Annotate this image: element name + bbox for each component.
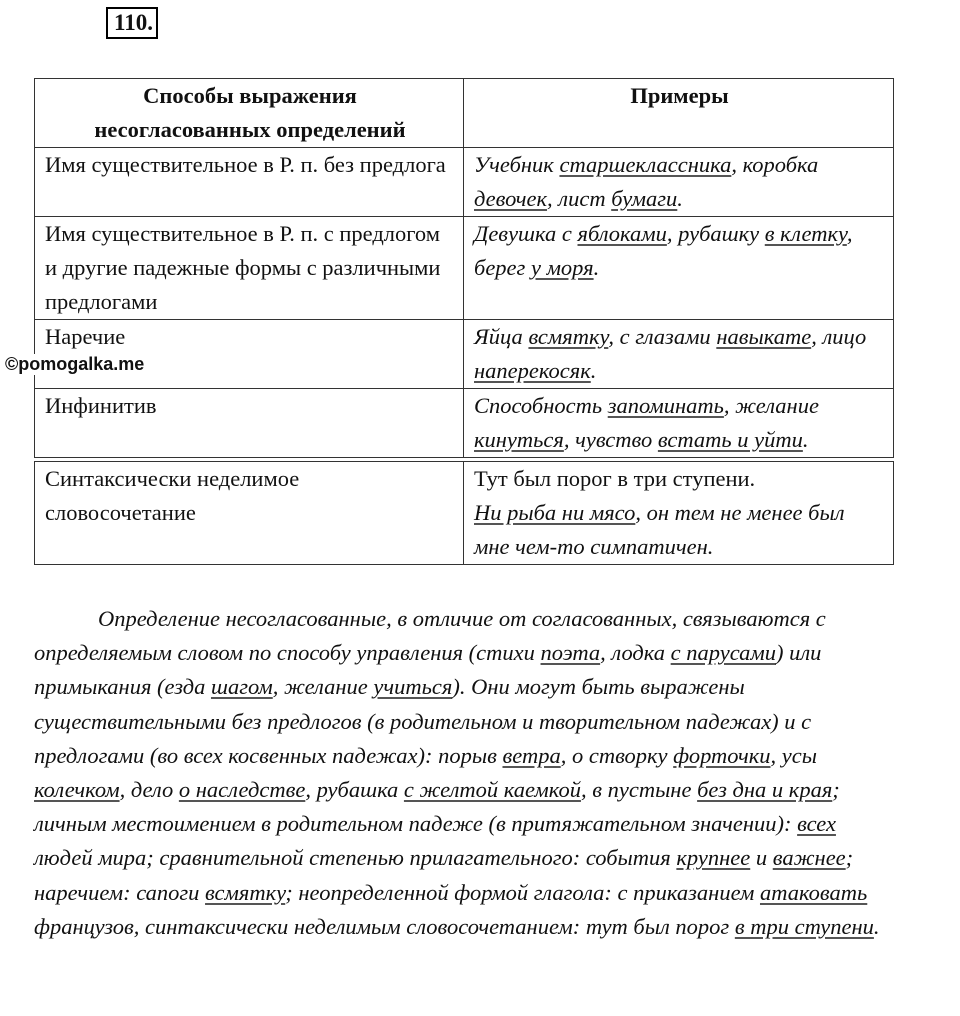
example-cell: Яйца всмятку, с глазами навыкате, лицо наперекосяк. [464,320,894,389]
example-cell: Учебник старшеклассника, коробка девочек, лист бумаги. [464,148,894,217]
syntax-table [34,461,894,565]
method-cell: Наречие [35,320,464,389]
method-cell: Инфинитив [35,389,464,458]
method-cell: Имя существительное в Р. п. без предлога [35,148,464,217]
method-cell: Имя существительное в Р. п. с предлогом и другие падежные формы с различными предлогами [35,217,464,320]
table-row [35,462,894,565]
example-plain: Тут был порог в три ступени. [474,466,756,491]
example-italic: Ни рыба ни мясо, он тем не менее был мне чем-то симпатичен. [474,500,845,559]
table-row [35,217,894,320]
table-row [35,389,894,458]
exercise-number: 110. [106,7,158,39]
watermark: ©pomogalka.me [5,354,145,374]
explanation-paragraph: Определение несогласованные, в отличие от согласованных, связываются с определяемым словом по способу управления (стихи поэта, лодка с парусами) или примыкания (езда шагом, желание учиться). Они могут быть выражены существительными без предлогов (в родительном и творительном падежах) и с предлогами (во всех косвенных падежах): порыв ветра, о створку форточки, усы колечком, дело о наследстве, рубашка с желтой каемкой, в пустыне без дна и края; личным местоимением в родительном падеже (в притяжательном значении): всех людей мира; сравнительной степенью прилагательного: события крупнее и важнее; наречием: сапоги всмятку; неопределенной формой глагола: с приказанием атаковать французов, синтаксически неделимым словосочетанием: тут был порог в три ступени. [34,606,880,939]
definitions-table [34,78,894,458]
table-row [35,148,894,217]
example-cell: Способность запоминать, желание кинуться, чувство встать и уйти. [464,389,894,458]
table-header-row [35,79,894,148]
header-methods: Способы выражения несогласованных определений [35,79,464,148]
header-examples: Примеры [464,79,894,148]
table-row [35,320,894,389]
example-cell [464,462,894,565]
method-cell: Синтаксически неделимое словосочетание [35,462,464,565]
example-cell: Девушка с яблоками, рубашку в клетку, берег у моря. [464,217,894,320]
